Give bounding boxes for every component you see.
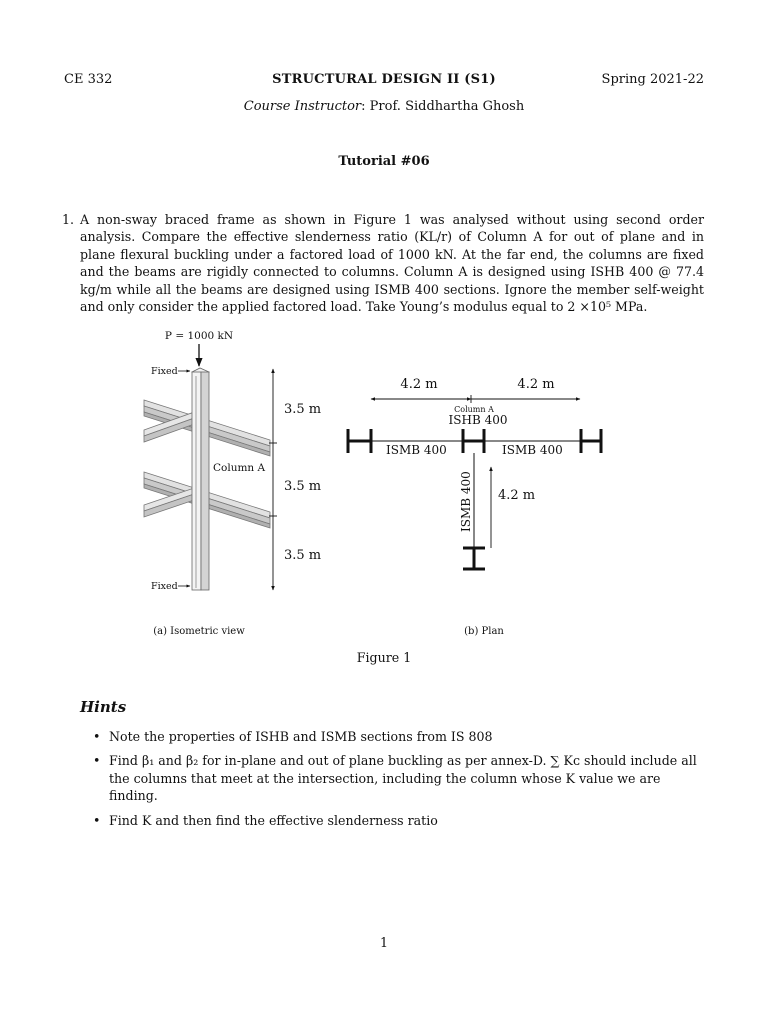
page-number: 1 [379,935,388,950]
plan-caption: (b) Plan [464,626,504,637]
span-right-label: 4.2 m [517,377,555,392]
hints-list [92,728,706,836]
height-label-2: 3.5 m [284,479,322,494]
left-i-section [348,429,371,453]
isometric-view [144,330,321,637]
hints-heading: Hints [80,698,127,716]
fixed-bottom-label: Fixed [151,581,178,592]
semester: Spring 2021-22 [601,72,704,87]
column-a-label: Column A [213,462,266,474]
height-label-3: 3.5 m [284,548,322,563]
fixed-top-label: Fixed [151,366,178,377]
beam-vertical-label: ISMB 400 [459,471,473,532]
height-dimensions [269,369,277,590]
figure-caption: Figure 1 [356,650,412,665]
span-left-label: 4.2 m [400,377,438,392]
column-section-label: ISHB 400 [448,413,508,427]
instructor-label: Course Instructor [243,99,362,114]
beam-left-label: ISMB 400 [386,443,447,457]
center-h-section [463,429,484,453]
column-a [192,368,209,590]
course-title: STRUCTURAL DESIGN II (S1) [272,72,496,87]
right-i-section [581,429,601,453]
isometric-caption: (a) Isometric view [153,626,245,637]
course-code: CE 332 [64,72,113,87]
load-label: P = 1000 kN [164,330,234,342]
tutorial-title: Tutorial #06 [338,154,430,169]
hint-item: • Find K and then find the effective slenderness ratio [92,812,706,829]
plan-view [348,377,601,637]
question-text: A non-sway braced frame as shown in Figure 1 was analysed without using second order analysis. Compare the effective slenderness ratio (KL/r) of Column A for out of plane and in plane flexural buckling under a factored load of 1000 kN. At the far end, the columns are fixed and the beams are rigidly connected to columns. Column A is designed using ISHB 400 @ 77.4 kg/m while all the beams are designed using ISMB 400 sections. Ignore the member self-weight and only consider the applied factored load. Take Young’s modulus equal to 2 ×10⁵ MPa. [80,212,704,315]
hint-item: • Note the properties of ISHB and ISMB sections from IS 808 [92,728,706,745]
bottom-i-section [463,548,485,569]
instructor-name: : Prof. Siddhartha Ghosh [361,99,525,114]
span-vertical-label: 4.2 m [498,488,536,503]
height-label-1: 3.5 m [284,402,322,417]
hint-item: • Find β₁ and β₂ for in-plane and out of plane buckling as per annex-D. ∑ Kᴄ should include all the columns that meet at the intersection, including the column whose K value we are finding. [92,752,706,804]
question-number: 1. [62,212,75,227]
beam-right-label: ISMB 400 [502,443,563,457]
plan-column-label: Column A [454,405,494,414]
